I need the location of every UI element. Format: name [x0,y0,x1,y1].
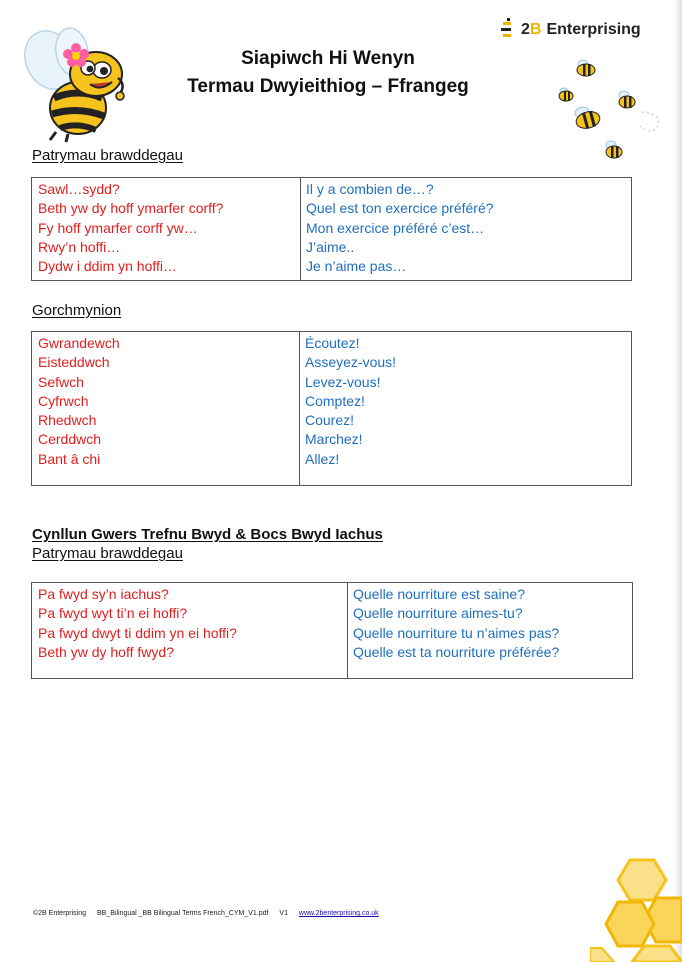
section1-heading: Patrymau brawddegau [32,147,183,164]
welsh-phrase: Pa fwyd dwyt ti ddim yn ei hoffi? [38,624,237,641]
welsh-column [38,334,120,469]
welsh-column [38,585,237,662]
sentence-patterns-table [31,177,632,281]
french-command: Comptez! [305,392,365,409]
brand-logo [501,17,641,43]
welsh-command: Eisteddwch [38,354,110,371]
commands-table [31,331,632,486]
page-edge-shadow [674,0,682,962]
footer-copyright: ©2B Enterprising [33,910,87,917]
welsh-command: Cerddwch [38,431,102,448]
welsh-phrase: Beth yw dy hoff fwyd? [38,643,174,660]
french-phrase: Mon exercice préféré c’est… [306,219,485,236]
welsh-phrase: Beth yw dy hoff ymarfer corff? [38,200,224,217]
french-phrase: Quelle nourriture aimes-tu? [353,605,523,622]
french-phrase: Je n’aime pas… [306,258,407,275]
welsh-phrase: Pa fwyd sy’n iachus? [38,586,169,602]
page-footer [33,910,379,917]
french-phrase: Quelle nourriture est saine? [353,586,525,602]
french-phrase: Quelle nourriture tu n’aimes pas? [353,624,560,641]
page-title: Siapiwch Hi Wenyn [241,48,415,69]
french-column [306,180,494,276]
welsh-command: Cyfrwch [38,392,89,409]
section3-heading: Patrymau brawddegau [32,545,183,562]
welsh-phrase: Fy hoff ymarfer corff yw… [38,219,198,236]
healthy-food-table [31,582,633,679]
welsh-command: Sefwch [38,373,84,390]
logo-mark-icon [501,18,519,42]
column-divider [299,332,300,485]
footer-version: V1 [279,910,288,917]
column-divider [347,583,348,678]
section2-heading: Gorchmynion [32,302,122,319]
footer-filename: BB_Bilingual _BB Bilingual Terms French_CYM_V1.pdf [96,910,269,917]
welsh-phrase: Sawl…sydd? [38,181,120,197]
logo-2b: 2B [521,21,542,38]
welsh-command: Rhedwch [38,412,97,429]
french-command: Asseyez-vous! [305,354,397,371]
french-phrase: Quelle est ta nourriture préférée? [353,643,560,660]
welsh-phrase: Pa fwyd wyt ti’n ei hoffi? [38,605,188,622]
welsh-column [38,180,223,276]
french-command: Marchez! [305,431,363,448]
section3-title: Cynllun Gwers Trefnu Bwyd & Bocs Bwyd Iachus [32,526,383,543]
french-column [353,585,559,662]
welsh-phrase: Dydw i ddim yn hoffi… [38,258,178,275]
french-command: Levez-vous! [305,373,381,390]
french-column [305,334,396,469]
french-command: Courez! [305,412,355,429]
welsh-command: Bant â chi [38,450,101,467]
flying-bees-icon [552,52,670,170]
french-phrase: Il y a combien de…? [306,181,434,197]
logo-wordmark: Enterprising [546,21,641,38]
honeycomb-icon [590,858,682,962]
page-subtitle: Termau Dwyieithiog – Ffrangeg [187,76,469,97]
footer-website-link[interactable]: www.2benterprising.co.uk [298,910,379,917]
french-command: Écoutez! [305,335,360,351]
french-phrase: J’aime.. [306,238,355,255]
welsh-command: Gwrandewch [38,335,120,351]
french-phrase: Quel est ton exercice préféré? [306,200,494,217]
welsh-phrase: Rwy’n hoffi… [38,238,121,255]
column-divider [300,178,301,280]
french-command: Allez! [305,450,340,467]
